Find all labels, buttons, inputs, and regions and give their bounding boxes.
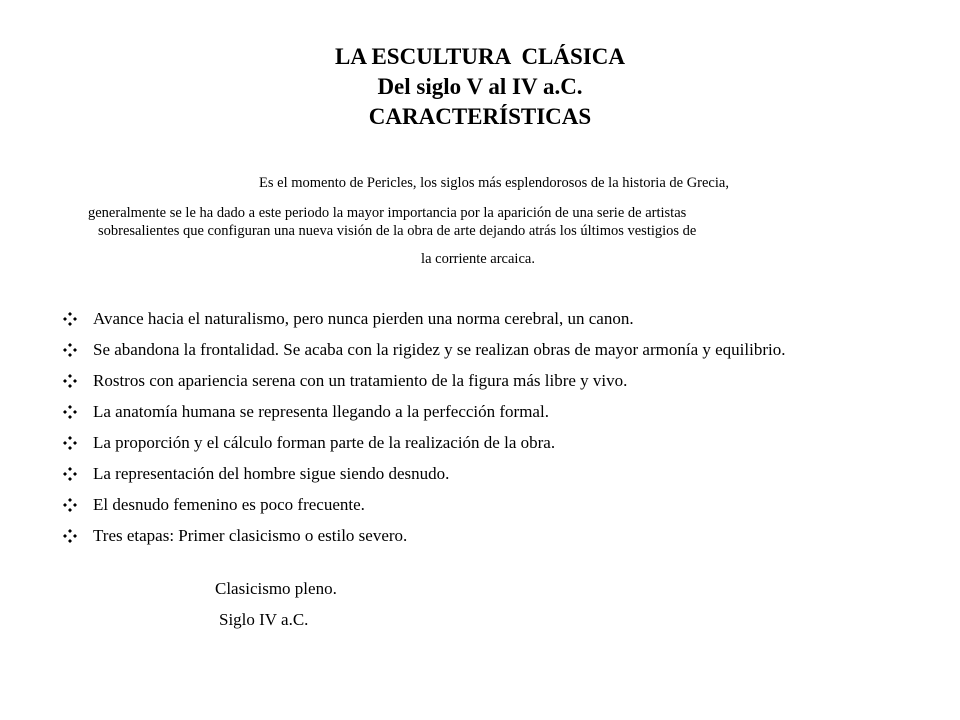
list-item-text: La representación del hombre sigue siendo desnudo.	[93, 464, 450, 483]
list-item	[60, 339, 890, 360]
intro-line-2b: sobresalientes que configuran una nueva visión de la obra de arte dejando atrás los últimos vestigios de	[98, 223, 697, 239]
list-item	[60, 401, 890, 422]
four-diamond-bullet-icon	[60, 463, 80, 484]
four-diamond-bullet-icon	[60, 308, 80, 329]
four-diamond-bullet-icon	[60, 525, 80, 546]
intro-line-1: Es el momento de Pericles, los siglos más esplendorosos de la historia de Grecia,	[259, 175, 729, 191]
characteristics-list	[60, 308, 890, 556]
list-item	[60, 463, 890, 484]
list-item	[60, 432, 890, 453]
list-item	[60, 525, 890, 546]
four-diamond-bullet-icon	[60, 370, 80, 391]
list-item-text: El desnudo femenino es poco frecuente.	[93, 495, 365, 514]
list-item-text: Avance hacia el naturalismo, pero nunca pierden una norma cerebral, un canon.	[93, 309, 634, 328]
list-item-text: Tres etapas: Primer clasicismo o estilo severo.	[93, 526, 408, 545]
list-item	[60, 370, 890, 391]
title-line-2: Del siglo V al IV a.C.	[377, 74, 583, 99]
slide-title	[0, 42, 960, 132]
intro-line-3: la corriente arcaica.	[421, 251, 535, 267]
title-line-1: LA ESCULTURA CLÁSICA	[335, 44, 625, 69]
list-item-text: La anatomía humana se representa llegando a la perfección formal.	[93, 402, 549, 421]
list-item-text: La proporción y el cálculo forman parte de la realización de la obra.	[93, 433, 556, 452]
stage-second: Clasicismo pleno.	[215, 579, 337, 598]
list-item	[60, 494, 890, 515]
four-diamond-bullet-icon	[60, 494, 80, 515]
four-diamond-bullet-icon	[60, 432, 80, 453]
list-item	[60, 308, 890, 329]
list-item-text: Se abandona la frontalidad. Se acaba con la rigidez y se realizan obras de mayor armonía y equilibrio.	[93, 340, 786, 359]
title-line-3: CARACTERÍSTICAS	[368, 104, 592, 129]
four-diamond-bullet-icon	[60, 401, 80, 422]
four-diamond-bullet-icon	[60, 339, 80, 360]
intro-paragraph	[88, 174, 888, 268]
intro-line-2a: generalmente se le ha dado a este periodo la mayor importancia por la aparición de una serie de artistas	[88, 205, 687, 221]
stage-third: Siglo IV a.C.	[219, 610, 309, 629]
list-item-text: Rostros con apariencia serena con un tratamiento de la figura más libre y vivo.	[93, 371, 628, 390]
intro-line-2	[88, 204, 888, 240]
